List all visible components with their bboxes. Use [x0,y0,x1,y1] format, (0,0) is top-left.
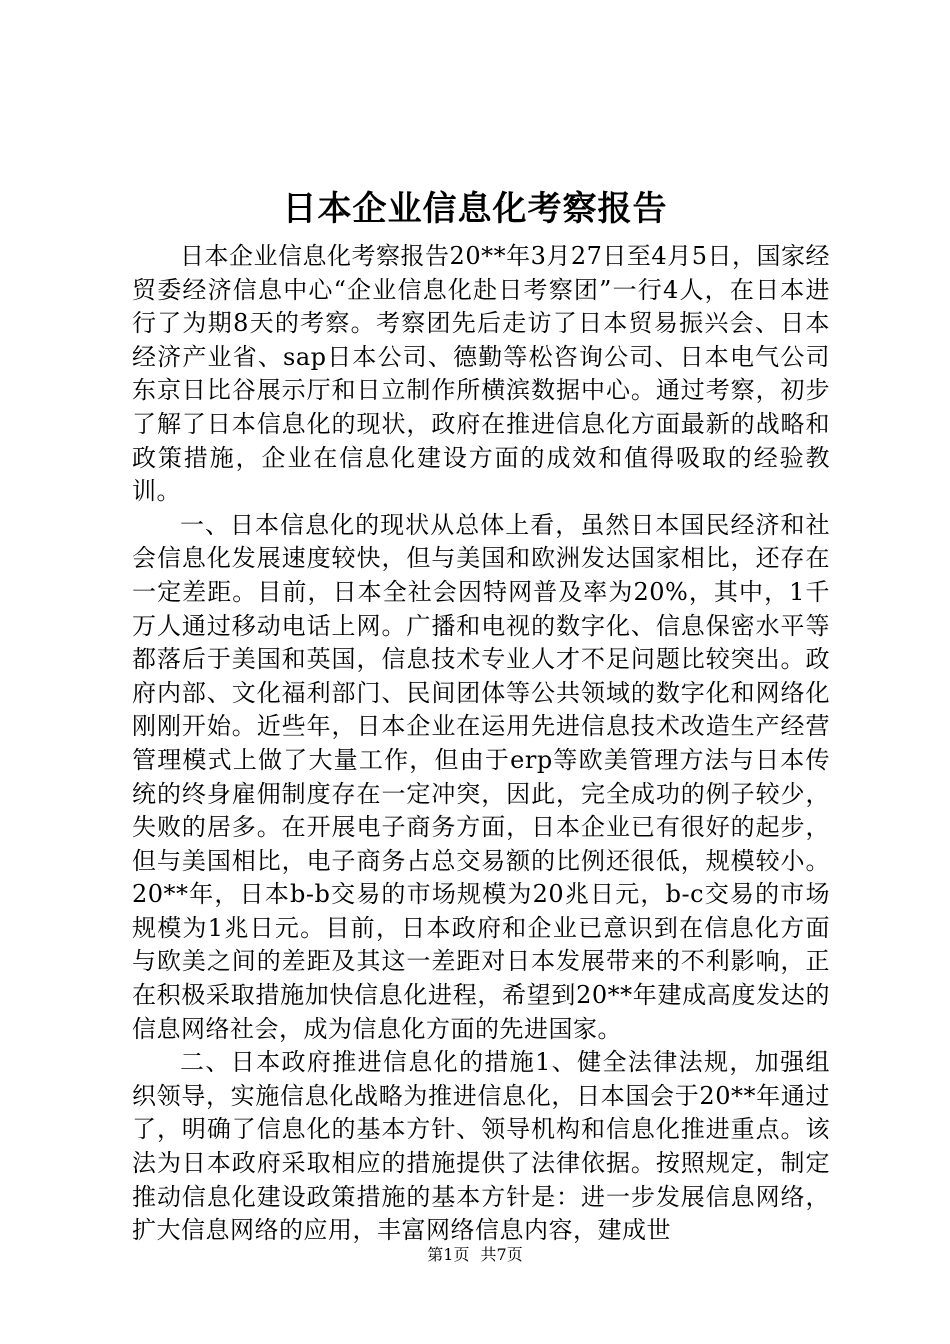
document-body [132,240,830,1248]
paragraph-section-2: 二、日本政府推进信息化的措施1、健全法律法规，加强组织领导，实施信息化战略为推进信息化，日本国会于20**年通过了，明确了信息化的基本方针、领导机构和信息化推进重点。该法为日本政府采取相应的措施提供了法律依据。按照规定，制定推动信息化建设政策措施的基本方针是：进一步发展信息网络，扩大信息网络的应用，丰富网络信息内容，建成世 [132,1048,830,1245]
page-number: 第1页 [427,1245,470,1264]
document-title: 日本企业信息化考察报告 [282,189,668,229]
paragraph-intro: 日本企业信息化考察报告20**年3月27日至4月5日，国家经贸委经济信息中心“企业信息化赴日考察团”一行4人，在日本进行了为期8天的考察。考察团先后走访了日本贸易振兴会、日本经济产业省、sap日本公司、德勤等松咨询公司、日本电气公司东京日比谷展示厅和日立制作所横滨数据中心。通过考察，初步了解了日本信息化的现状，政府在推进信息化方面最新的战略和政策措施，企业在信息化建设方面的成效和值得吸取的经验教训。 [132,242,830,506]
page-total: 共7页 [480,1245,523,1264]
page-footer [0,1244,950,1266]
paragraph-section-1: 一、日本信息化的现状从总体上看，虽然日本国民经济和社会信息化发展速度较快，但与美国和欧洲发达国家相比，还存在一定差距。目前，日本全社会因特网普及率为20%，其中，1千万人通过移动电话上网。广播和电视的数字化、信息保密水平等都落后于美国和英国，信息技术专业人才不足问题比较突出。政府内部、文化福利部门、民间团体等公共领域的数字化和网络化刚刚开始。近些年，日本企业在运用先进信息技术改造生产经营管理模式上做了大量工作，但由于erp等欧美管理方法与日本传统的终身雇佣制度存在一定冲突，因此，完全成功的例子较少，失败的居多。在开展电子商务方面，日本企业已有很好的起步，但与美国相比，电子商务占总交易额的比例还很低，规模较小。20**年，日本b-b交易的市场规模为20兆日元，b-c交易的市场规模为1兆日元。目前，日本政府和企业已意识到在信息化方面与欧美之间的差距及其这一差距对日本发展带来的不利影响，正在积极采取措施加快信息化进程，希望到20**年建成高度发达的信息网络社会，成为信息化方面的先进国家。 [132,510,830,1043]
